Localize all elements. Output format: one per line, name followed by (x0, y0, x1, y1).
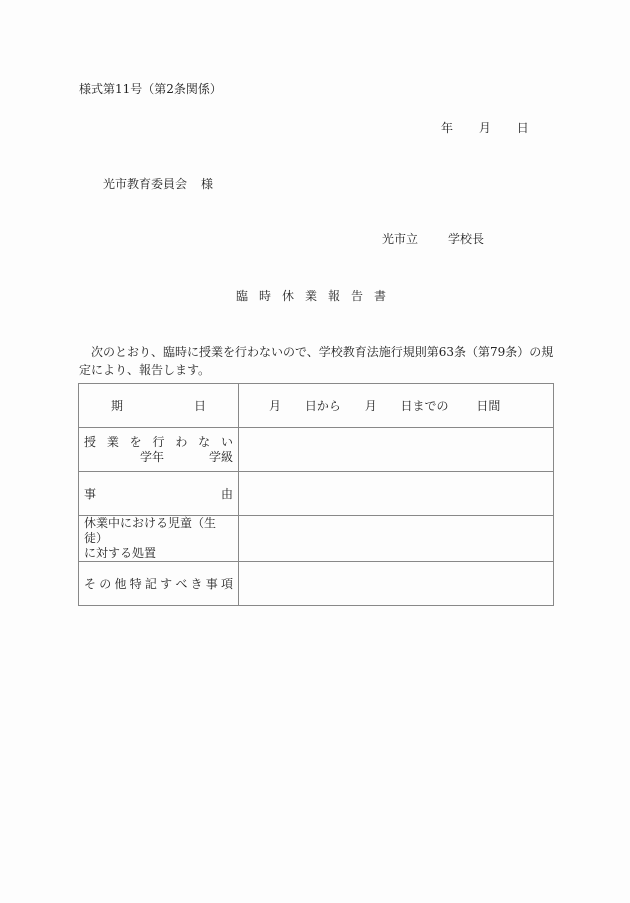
other-notes-label-cell (79, 562, 239, 606)
classes-label-char: を (129, 434, 142, 449)
period-label-char: 日 (193, 399, 206, 413)
period-end-month: 月 (364, 399, 377, 413)
other-notes-label-char: す (160, 577, 173, 591)
classes-label-char: わ (175, 434, 188, 449)
classes-class-label: 学級 (208, 449, 233, 464)
report-table (78, 383, 554, 606)
reason-label-cell (79, 472, 239, 516)
period-end-day: 日までの (400, 399, 449, 413)
measures-label-cell (79, 516, 239, 562)
date-month-label: 月 (478, 121, 491, 135)
other-notes-label-char: べ (175, 577, 188, 591)
other-notes-label-char: き (190, 577, 203, 591)
table-row-other-notes (79, 562, 554, 606)
classes-grade-label: 学年 (140, 449, 165, 464)
reason-value-cell[interactable] (239, 472, 554, 516)
reason-label-char: 由 (220, 487, 233, 501)
period-value-cell[interactable] (239, 384, 554, 428)
period-start-month: 月 (269, 399, 282, 413)
classes-label-char: 授 (84, 434, 97, 449)
body-text-content: 次のとおり、臨時に授業を行わないので、学校教育法施行規則第63条（第79条）の規定により、報告します。 (79, 345, 554, 377)
classes-label-char: 行 (152, 434, 165, 449)
other-notes-label-char: 事 (205, 577, 218, 591)
measures-label-line1: 休業中における児童（生徒） (84, 516, 217, 545)
classes-label-char: い (220, 434, 233, 449)
addressee (103, 175, 213, 192)
date-line (441, 119, 529, 136)
period-days: 日間 (476, 399, 501, 413)
period-label-cell (79, 384, 239, 428)
other-notes-label-char: 記 (144, 577, 157, 591)
sender-principal-title: 学校長 (448, 232, 485, 246)
addressee-name: 光市教育委員会 (103, 177, 188, 191)
table-row-classes (79, 428, 554, 472)
other-notes-label-char: 特 (129, 577, 142, 591)
date-year-label: 年 (441, 121, 454, 135)
period-start-day: 日から (304, 399, 341, 413)
addressee-honorific: 様 (201, 177, 214, 191)
classes-label-char: 業 (106, 434, 119, 449)
sender-school-prefix: 光市立 (382, 232, 419, 246)
measures-value-cell[interactable] (239, 516, 554, 562)
classes-value-cell[interactable] (239, 428, 554, 472)
classes-label-cell (79, 428, 239, 472)
other-notes-label-char: 他 (114, 577, 127, 591)
measures-label-line2: に対する処置 (84, 546, 157, 560)
other-notes-label-char: そ (84, 577, 97, 591)
table-row-period (79, 384, 554, 428)
other-notes-value-cell[interactable] (239, 562, 554, 606)
table-row-measures (79, 516, 554, 562)
reason-label-char: 事 (84, 487, 97, 501)
other-notes-label-char: の (99, 577, 112, 591)
body-text (79, 343, 559, 379)
table-row-reason (79, 472, 554, 516)
form-number: 様式第11号（第2条関係） (79, 82, 222, 96)
other-notes-label-char: 項 (220, 577, 233, 591)
date-day-label: 日 (516, 121, 529, 135)
sender (382, 230, 484, 247)
document-title: 臨時休業報告書 (236, 289, 398, 303)
classes-label-char: な (198, 434, 211, 449)
period-label-char: 期 (111, 399, 124, 413)
